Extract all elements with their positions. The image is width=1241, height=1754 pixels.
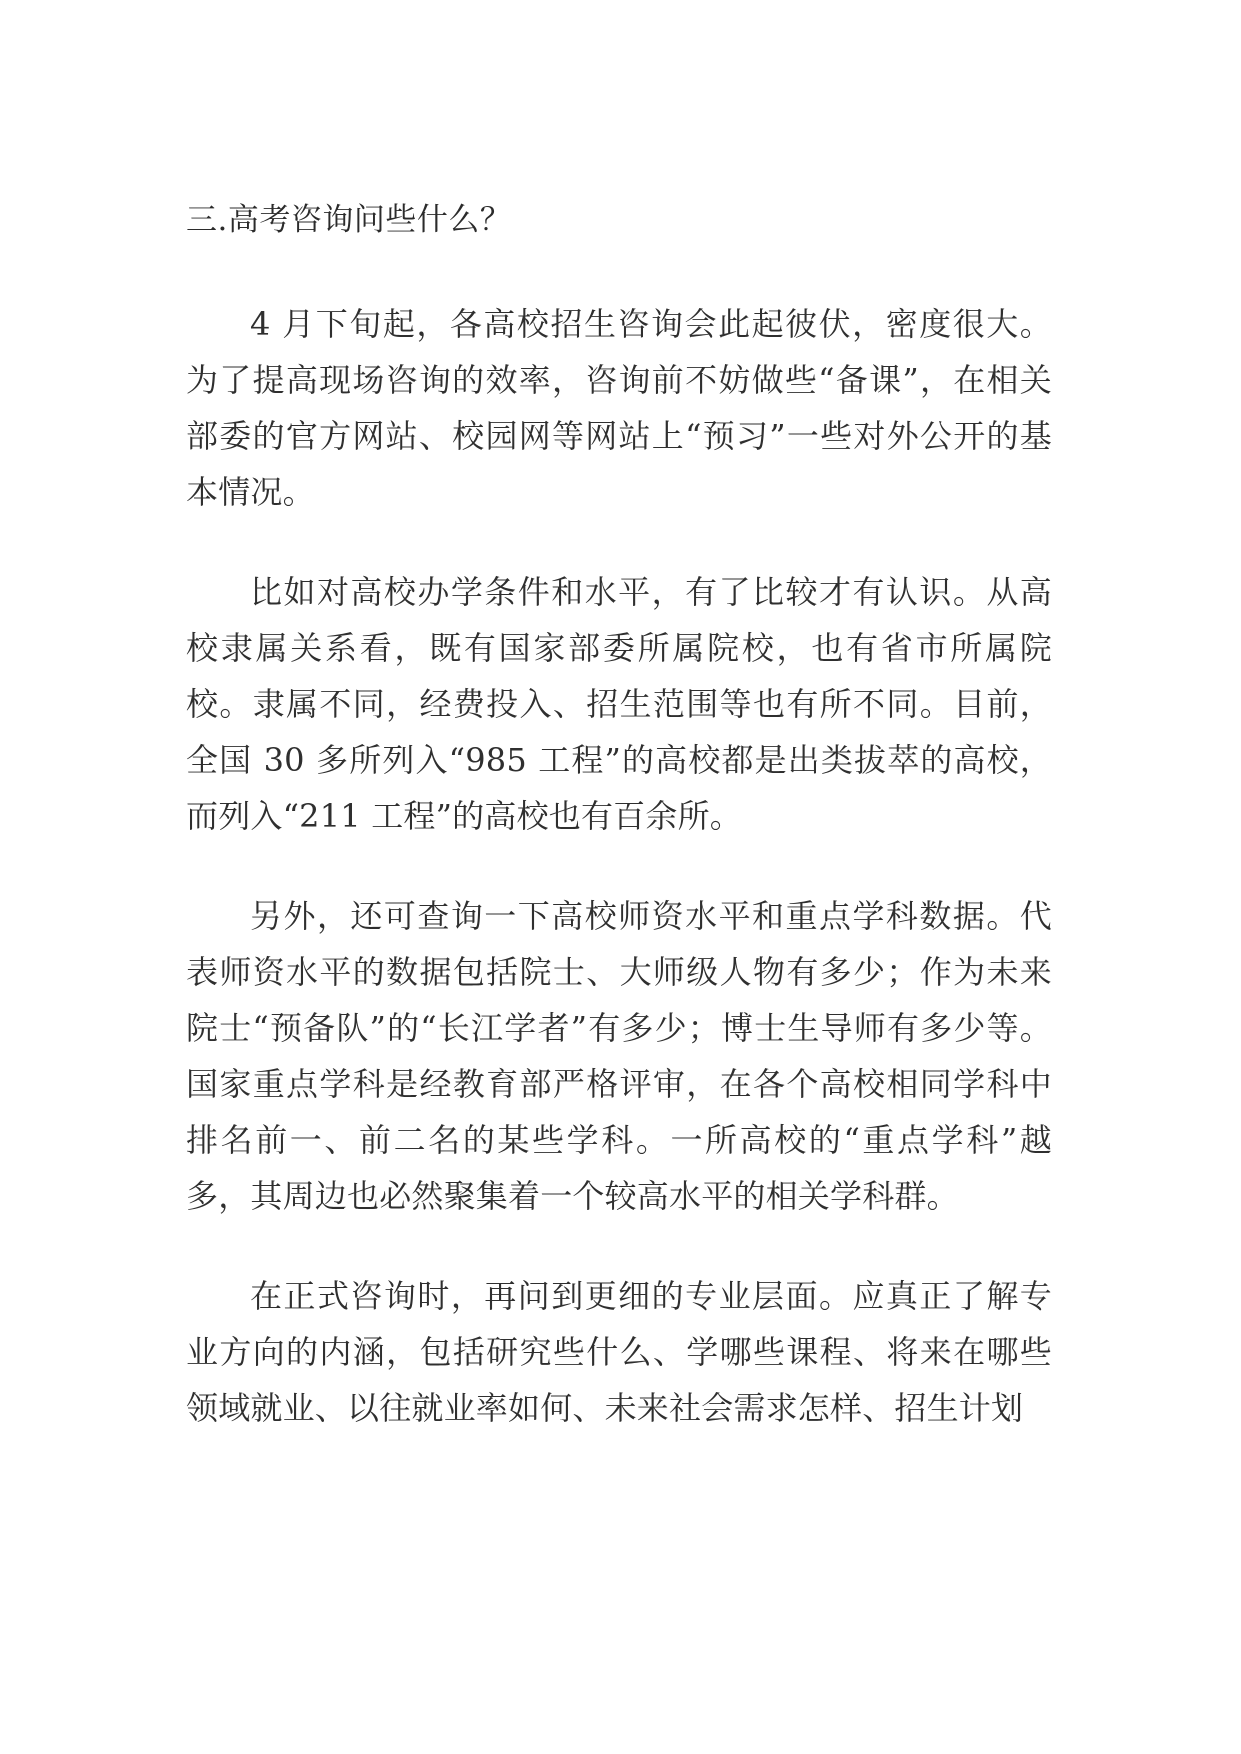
paragraph-3: 另外，还可查询一下高校师资水平和重点学科数据。代表师资水平的数据包括院士、大师级人物有多少；作为未来院士“预备队”的“长江学者”有多少；博士生导师有多少等。国家重点学科是经教育部严格评审，在各个高校相同学科中排名前一、前二名的某些学科。一所高校的“重点学科”越多，其周边也必然聚集着一个较高水平的相关学科群。 — [186, 897, 1052, 1215]
paragraph-1: 4 月下旬起，各高校招生咨询会此起彼伏，密度很大。为了提高现场咨询的效率，咨询前不妨做些“备课”，在相关部委的官方网站、校园网等网站上“预习”一些对外公开的基本情况。 — [186, 305, 1052, 511]
paragraph-4: 在正式咨询时，再问到更细的专业层面。应真正了解专业方向的内涵，包括研究些什么、学哪些课程、将来在哪些领域就业、以往就业率如何、未来社会需求怎样、招生计划 — [186, 1277, 1052, 1427]
document-body — [186, 196, 1052, 1436]
section-heading: 三.高考咨询问些什么？ — [186, 202, 512, 238]
paragraph-2: 比如对高校办学条件和水平，有了比较才有认识。从高校隶属关系看，既有国家部委所属院校，也有省市所属院校。隶属不同，经费投入、招生范围等也有所不同。目前，全国 30 多所列入“985 工程”的高校都是出类拔萃的高校，而列入“211 工程”的高校也有百余所。 — [186, 573, 1052, 835]
